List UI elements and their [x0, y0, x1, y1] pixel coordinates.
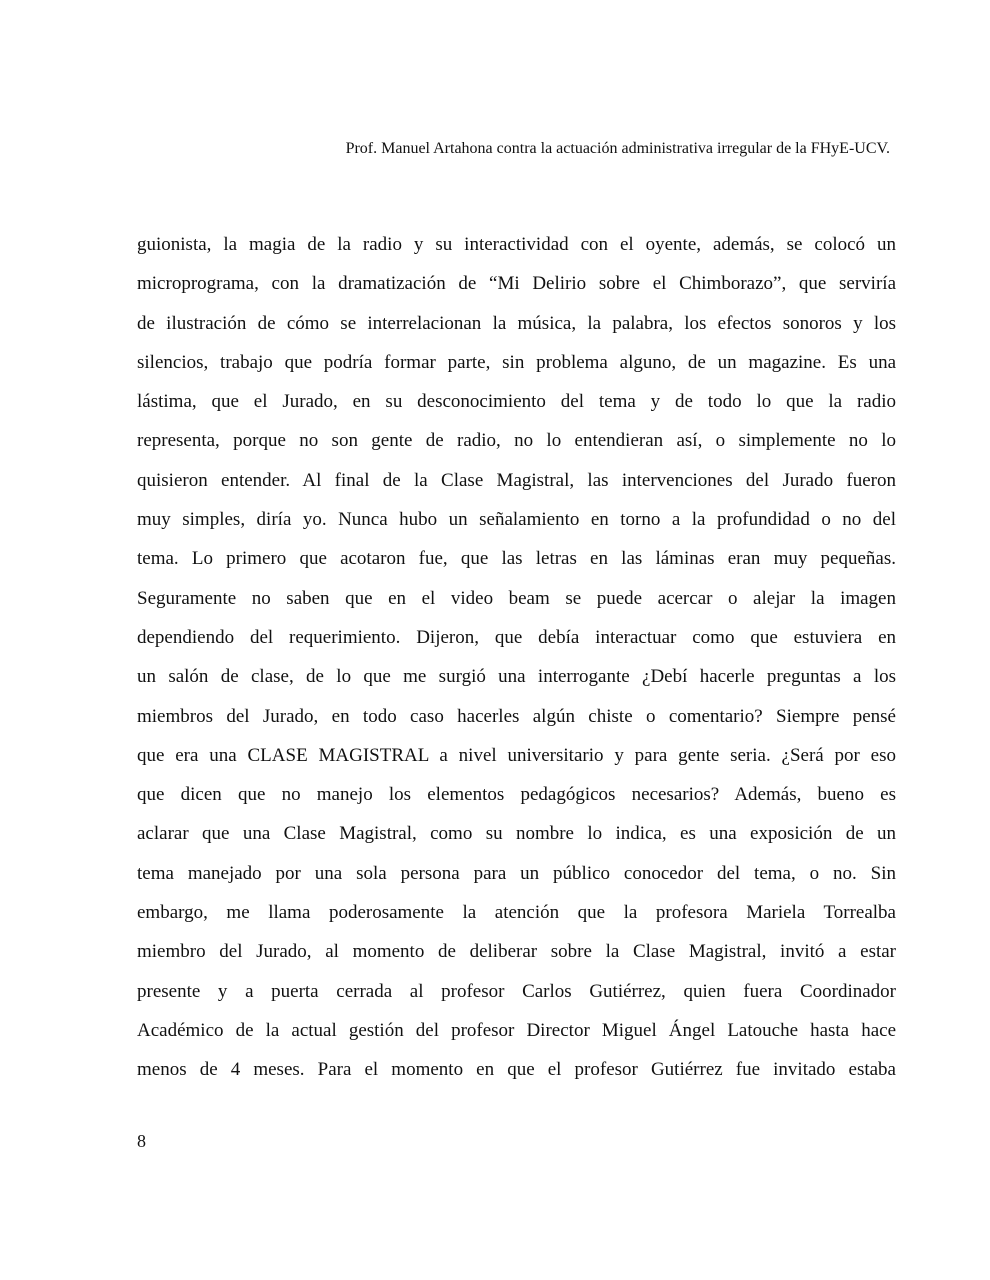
text-line: microprograma, con la dramatización de “Mi Delirio sobre el Chimborazo”, que serviría [137, 273, 896, 295]
text-line: dependiendo del requerimiento. Dijeron, que debía interactuar como que estuviera en [137, 626, 896, 648]
text-line: presente y a puerta cerrada al profesor Carlos Gutiérrez, quien fuera Coordinador [137, 980, 896, 1002]
text-line: un salón de clase, de lo que me surgió una interrogante ¿Debí hacerle preguntas a los [137, 666, 896, 688]
body-paragraph [137, 225, 896, 1090]
text-line: de ilustración de cómo se interrelacionan la música, la palabra, los efectos sonoros y los [137, 312, 896, 334]
text-line: embargo, me llama poderosamente la atención que la profesora Mariela Torrealba [137, 902, 896, 924]
text-line: representa, porque no son gente de radio, no lo entendieran así, o simplemente no lo [137, 430, 896, 452]
text-line: tema manejado por una sola persona para un público conocedor del tema, o no. Sin [137, 862, 896, 884]
text-line: lástima, que el Jurado, en su desconocimiento del tema y de todo lo que la radio [137, 391, 896, 413]
text-line: tema. Lo primero que acotaron fue, que las letras en las láminas eran muy pequeñas. [137, 548, 896, 570]
text-line: aclarar que una Clase Magistral, como su nombre lo indica, es una exposición de un [137, 823, 896, 845]
text-line: miembros del Jurado, en todo caso hacerles algún chiste o comentario? Siempre pensé [137, 705, 896, 727]
text-line: guionista, la magia de la radio y su interactividad con el oyente, además, se colocó un [137, 234, 896, 255]
text-line: quisieron entender. Al final de la Clase Magistral, las intervenciones del Jurado fueron [137, 469, 896, 491]
text-line: que dicen que no manejo los elementos pedagógicos necesarios? Además, bueno es [137, 784, 896, 806]
text-line: silencios, trabajo que podría formar parte, sin problema alguno, de un magazine. Es una [137, 351, 896, 373]
text-line: Académico de la actual gestión del profesor Director Miguel Ángel Latouche hasta hace [137, 1019, 896, 1041]
text-line: menos de 4 meses. Para el momento en que el profesor Gutiérrez fue invitado estaba [137, 1059, 896, 1081]
running-header: Prof. Manuel Artahona contra la actuación administrativa irregular de la FHyE-UCV. [345, 140, 890, 157]
text-line: miembro del Jurado, al momento de deliberar sobre la Clase Magistral, invitó a estar [137, 941, 896, 963]
text-line: Seguramente no saben que en el video beam se puede acercar o alejar la imagen [137, 587, 896, 609]
page-number: 8 [137, 1131, 146, 1151]
text-line: muy simples, diría yo. Nunca hubo un señalamiento en torno a la profundidad o no del [137, 509, 896, 531]
text-line: que era una CLASE MAGISTRAL a nivel universitario y para gente seria. ¿Será por eso [137, 744, 896, 766]
